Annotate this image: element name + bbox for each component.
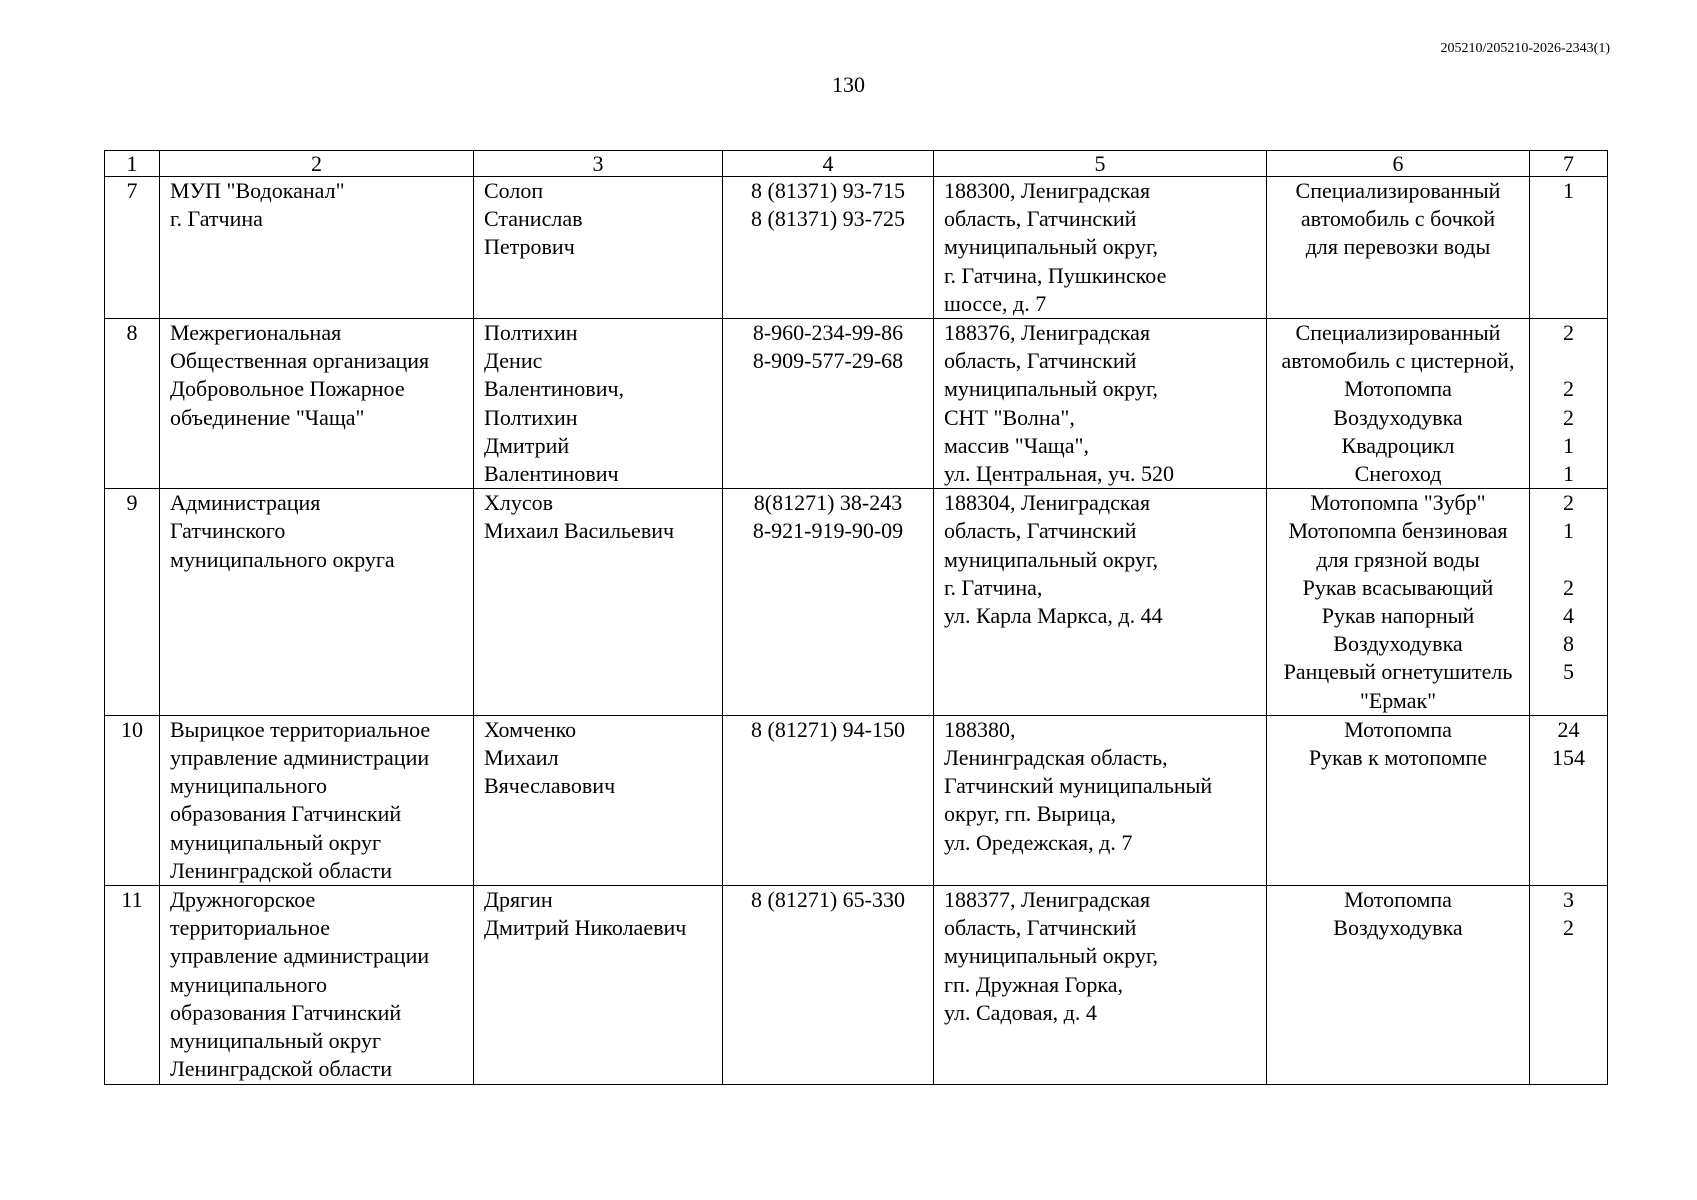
equipment-qty: 1 (1563, 461, 1574, 487)
quantity-cell (1530, 886, 1608, 1084)
row-number: 8 (105, 319, 160, 489)
document-code: 205210/205210-2026-2343(1) (1440, 41, 1610, 56)
contact-person-cell: Полтихин Денис Валентинович, Полтихин Дмитрий Валентинович (474, 319, 723, 489)
row-number: 10 (105, 715, 160, 885)
column-header: 5 (934, 151, 1267, 177)
equipment-cell (1267, 177, 1530, 319)
organization-cell: Дружногорское территориальное управление администрации муниципального образования Гатчинский муниципальный округ Ленинградской области (160, 886, 474, 1084)
contact-person-cell: Хлусов Михаил Васильевич (474, 489, 723, 716)
address-cell: 188304, Лениградская область, Гатчинский муниципальный округ, г. Гатчина, ул. Карла Маркса, д. 44 (934, 489, 1267, 716)
address-cell: 188377, Лениградская область, Гатчинский муниципальный округ, гп. Дружная Горка, ул. Садовая, д. 4 (934, 886, 1267, 1084)
equipment-qty: 24 (1557, 716, 1580, 742)
equipment-qty: 1 (1563, 518, 1574, 544)
row-number: 9 (105, 489, 160, 716)
equipment-name: Рукав к мотопомпе (1308, 745, 1488, 771)
quantity-cell (1530, 177, 1608, 319)
table-row (105, 319, 1608, 489)
column-header: 7 (1530, 151, 1608, 177)
phone-cell: 8-960-234-99-86 8-909-577-29-68 (723, 319, 934, 489)
equipment-name: Мотопомпа бензиновая для грязной воды (1288, 518, 1508, 572)
address-cell: 188300, Лениградская область, Гатчинский муниципальный округ, г. Гатчина, Пушкинское шоссе, д. 7 (934, 177, 1267, 319)
quantity-cell (1530, 319, 1608, 489)
equipment-cell (1267, 715, 1530, 885)
column-header: 3 (474, 151, 723, 177)
equipment-qty: 1 (1563, 178, 1574, 203)
equipment-qty: 2 (1563, 490, 1574, 516)
equipment-name: Рукав всасывающий (1302, 574, 1494, 600)
equipment-name: Специализированный автомобиль с цистерной, (1281, 320, 1515, 374)
equipment-name: Мотопомпа (1344, 887, 1452, 913)
organization-cell: Межрегиональная Общественная организация Добровольное Пожарное объединение "Чаща" (160, 319, 474, 489)
equipment-table (104, 150, 1608, 1085)
table-row (105, 177, 1608, 319)
phone-cell: 8 (81371) 93-715 8 (81371) 93-725 (723, 177, 934, 319)
equipment-name: Ранцевый огнетушитель "Ермак" (1283, 659, 1513, 713)
row-number: 7 (105, 177, 160, 319)
table-row (105, 886, 1608, 1084)
address-cell: 188376, Лениградская область, Гатчинский муниципальный округ, СНТ "Волна", массив "Чаща", ул. Центральная, уч. 520 (934, 319, 1267, 489)
equipment-qty: 2 (1563, 404, 1574, 430)
equipment-qty: 2 (1563, 320, 1574, 346)
contact-person-cell: Солоп Станислав Петрович (474, 177, 723, 319)
phone-cell: 8 (81271) 94-150 (723, 715, 934, 885)
organization-cell: МУП "Водоканал" г. Гатчина (160, 177, 474, 319)
equipment-qty: 1 (1563, 432, 1574, 458)
equipment-qty: 3 (1563, 887, 1574, 913)
phone-cell: 8 (81271) 65-330 (723, 886, 934, 1084)
column-header: 6 (1267, 151, 1530, 177)
organization-cell: Администрация Гатчинского муниципального округа (160, 489, 474, 716)
equipment-qty: 2 (1563, 915, 1574, 941)
spacer (1530, 546, 1607, 574)
equipment-name: Воздуходувка (1333, 631, 1463, 657)
table-row (105, 489, 1608, 716)
equipment-qty: 8 (1563, 631, 1574, 657)
equipment-name: Снегоход (1354, 461, 1442, 487)
equipment-name: Мотопомпа (1344, 376, 1452, 402)
column-header: 4 (723, 151, 934, 177)
page-number: 130 (832, 72, 865, 97)
spacer (1530, 347, 1607, 375)
equipment-cell (1267, 489, 1530, 716)
quantity-cell (1530, 715, 1608, 885)
organization-cell: Вырицкое территориальное управление администрации муниципального образования Гатчинский муниципальный округ Ленинградской области (160, 715, 474, 885)
equipment-name: Рукав напорный (1321, 603, 1475, 629)
equipment-name: Мотопомпа "Зубр" (1310, 490, 1486, 516)
equipment-name: Воздуходувка (1333, 915, 1463, 941)
equipment-name: Воздуходувка (1333, 404, 1463, 430)
equipment-qty: 5 (1563, 659, 1574, 685)
equipment-cell (1267, 319, 1530, 489)
equipment-qty: 4 (1563, 603, 1574, 629)
equipment-name: Специализированный автомобиль с бочкой для перевозки воды (1295, 178, 1501, 260)
quantity-cell (1530, 489, 1608, 716)
header-row (105, 151, 1608, 177)
equipment-cell (1267, 886, 1530, 1084)
equipment-qty: 154 (1552, 745, 1585, 771)
equipment-qty: 2 (1563, 376, 1574, 402)
contact-person-cell: Дрягин Дмитрий Николаевич (474, 886, 723, 1084)
address-cell: 188380, Ленинградская область, Гатчинский муниципальный округ, гп. Вырица, ул. Оредежская, д. 7 (934, 715, 1267, 885)
equipment-name: Мотопомпа (1344, 716, 1452, 742)
equipment-name: Квадроцикл (1341, 432, 1455, 458)
table-body (105, 151, 1608, 1085)
contact-person-cell: Хомченко Михаил Вячеславович (474, 715, 723, 885)
equipment-qty: 2 (1563, 574, 1574, 600)
row-number: 11 (105, 886, 160, 1084)
table-row (105, 715, 1608, 885)
phone-cell: 8(81271) 38-243 8-921-919-90-09 (723, 489, 934, 716)
column-header: 2 (160, 151, 474, 177)
column-header: 1 (105, 151, 160, 177)
